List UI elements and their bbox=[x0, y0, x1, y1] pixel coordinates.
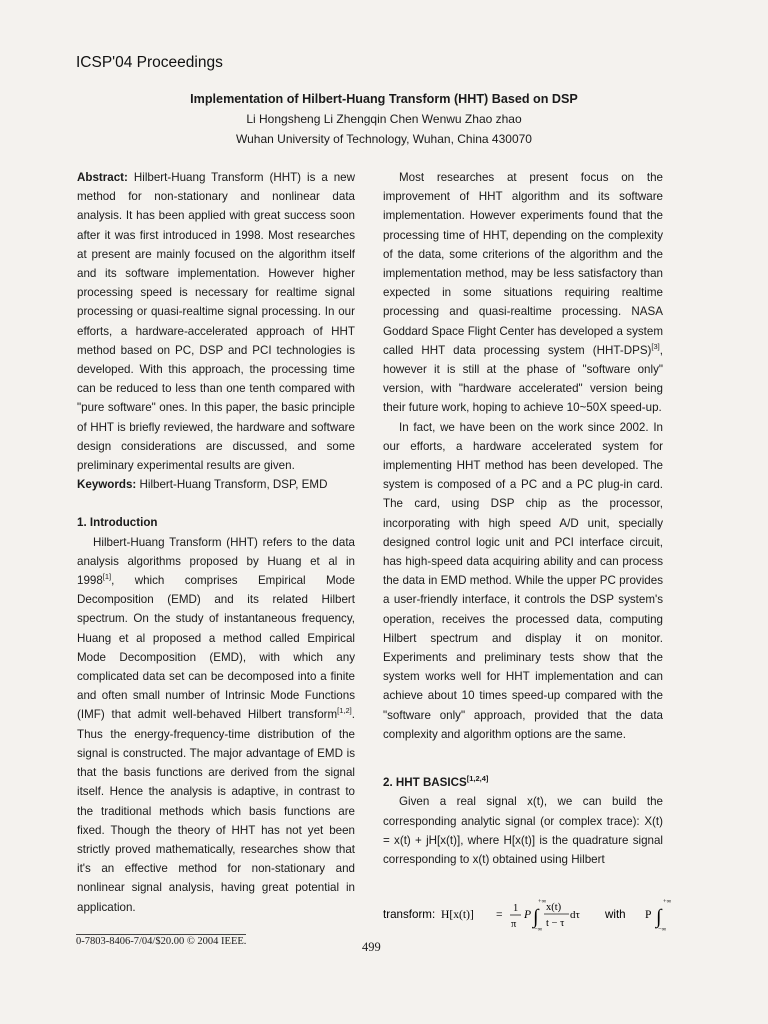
formula-den: π bbox=[511, 919, 517, 930]
formula-with: with bbox=[605, 908, 626, 921]
intro-p2-a: Most researches at present focus on the improvement of HHT algorithm and its software implementation. However experiments found that the processing time of HHT, depending on the complexity of the data, some criterions of the algorithm and the implementation method, may be less satisfactory than expected in some situations requiring realtime processing and quasi-realtime processing. NASA Goddard Space Flight Center has developed a system called HHT data processing system (HHT-DPS) bbox=[383, 171, 663, 357]
formula-integrand-den: t − τ bbox=[546, 918, 565, 929]
formula-p: P bbox=[524, 908, 532, 921]
copyright-footer: 0-7803-8406-7/04/$20.00 © 2004 IEEE. bbox=[76, 936, 247, 947]
intro-paragraph-2 bbox=[383, 168, 663, 418]
intro-p2-b: , however it is still at the phase of "software only" version, with "hardware accelerated" version being their future work, hoping to achieve 10~50X speed-up. bbox=[383, 343, 663, 415]
intro-p1-b: , which comprises Empirical Mode Decomposition (EMD) and its related Hilbert spectrum. On the study of instantaneous frequency, Huang et al proposed a method called Empirical Mode Decomposition (EMD), with which any complicated data set can be decomposed into a finite and often small number of Intrinsic Mode Functions (IMF) that admit well-behaved Hilbert transform bbox=[77, 574, 355, 722]
citation-ref: [1,2] bbox=[337, 706, 352, 716]
formula-eq: = bbox=[496, 908, 503, 921]
formula-lower-2: −∞ bbox=[658, 926, 667, 933]
intro-heading: 1. Introduction bbox=[77, 516, 158, 530]
formula-lhs: H[x(t)] bbox=[441, 908, 474, 921]
abstract bbox=[77, 168, 355, 475]
keywords bbox=[77, 475, 355, 494]
proceedings-label: ICSP'04 Proceedings bbox=[76, 54, 223, 71]
formula-p2: P bbox=[645, 908, 652, 921]
abstract-text: Hilbert-Huang Transform (HHT) is a new method for non-stationary and nonlinear data analysis. It has been applied with great success soon after it was first introduced in 1998. Most researches at present are mainly focused on the algorithm itself and its software implementation. However higher processing speed is necessary for realtime signal processing or quasi-realtime signal processing. In our efforts, a hardware-accelerated approach of HHT method based on PC, DSP and PCI technologies is developed. With this approach, the processing time can be reduced to less than one tenth compared with "pure software" ones. In this paper, the basic principle of HHT is briefly reviewed, the hardware and software design considerations are discussed, and some preliminary experimental results are given. bbox=[77, 171, 355, 473]
keywords-text: Hilbert-Huang Transform, DSP, EMD bbox=[139, 478, 328, 492]
integral-sign: ∫ bbox=[533, 906, 539, 928]
citation-ref: [3] bbox=[651, 341, 660, 351]
intro-paragraph-1 bbox=[77, 533, 355, 917]
page-number: 499 bbox=[362, 940, 381, 954]
formula-label: transform: bbox=[383, 908, 436, 921]
formula-graphic bbox=[383, 896, 683, 932]
formula-num: 1 bbox=[513, 903, 519, 914]
formula-upper: +∞ bbox=[538, 898, 547, 905]
citation-ref: [1,2,4] bbox=[466, 774, 489, 784]
paper-affiliation: Wuhan University of Technology, Wuhan, China 430070 bbox=[236, 132, 532, 146]
paper-title: Implementation of Hilbert-Huang Transform (HHT) Based on DSP bbox=[190, 92, 578, 106]
intro-p1-a: Hilbert-Huang Transform (HHT) refers to the data analysis algorithms proposed by Huang et al in 1998 bbox=[77, 535, 355, 588]
left-column bbox=[77, 168, 355, 917]
integral-sign-2: ∫ bbox=[656, 906, 662, 928]
basics-heading-text: 2. HHT BASICS bbox=[383, 776, 467, 790]
formula-lower: −∞ bbox=[534, 926, 543, 933]
intro-p1-c: . Thus the energy-frequency-time distribution of the signal is constructed. The major advantage of EMD is that the basis functions are derived from the signal itself. Hence the analysis is adaptive, in contrast to the traditional methods which basis functions are fixed. Though the theory of HHT has not yet been strictly proved mathematically, researches show that it's an effective method for non-stationary and nonlinear signal analysis, having great potential in application. bbox=[77, 708, 355, 914]
basics-heading bbox=[383, 773, 663, 792]
basics-paragraph-1: Given a real signal x(t), we can build the corresponding analytic signal (or complex trace): X(t) = x(t) + jH[x(t)], where H[x(t)] is the quadrature signal corresponding to x(t) obtained using Hilbert bbox=[383, 795, 663, 866]
keywords-label: Keywords: bbox=[77, 478, 137, 492]
formula-upper-2: +∞ bbox=[663, 898, 672, 905]
formula-dtau: dτ bbox=[570, 909, 580, 921]
intro-paragraph-3: In fact, we have been on the work since 2002. In our efforts, a hardware accelerated system for implementing HHT method has been developed. The system is composed of a PC and a PC plug-in card. The card, using DSP chip as the processor, incorporating with high speed A/D unit, specially designed control logic unit and PCI interface circuit, has high-speed data acquiring ability and can process the data in EMD method. While the upper PC provides a user-friendly interface, it controls the DSP system's operation, receives the processed data, computing Hilbert spectrum and display it on monitor. Experiments and preliminary tests show that the system works well for HHT implementation and can achieve about 10 times speed-up compared with the "software only" approach, provided that the data complexity and algorithm options are the same. bbox=[383, 420, 663, 741]
right-column bbox=[383, 168, 663, 869]
citation-ref: [1] bbox=[102, 572, 112, 582]
formula-integrand-num: x(t) bbox=[546, 902, 562, 913]
abstract-label: Abstract: bbox=[77, 171, 128, 184]
paper-authors: Li Hongsheng Li Zhengqin Chen Wenwu Zhao zhao bbox=[246, 112, 522, 126]
hilbert-transform-formula bbox=[383, 896, 683, 935]
